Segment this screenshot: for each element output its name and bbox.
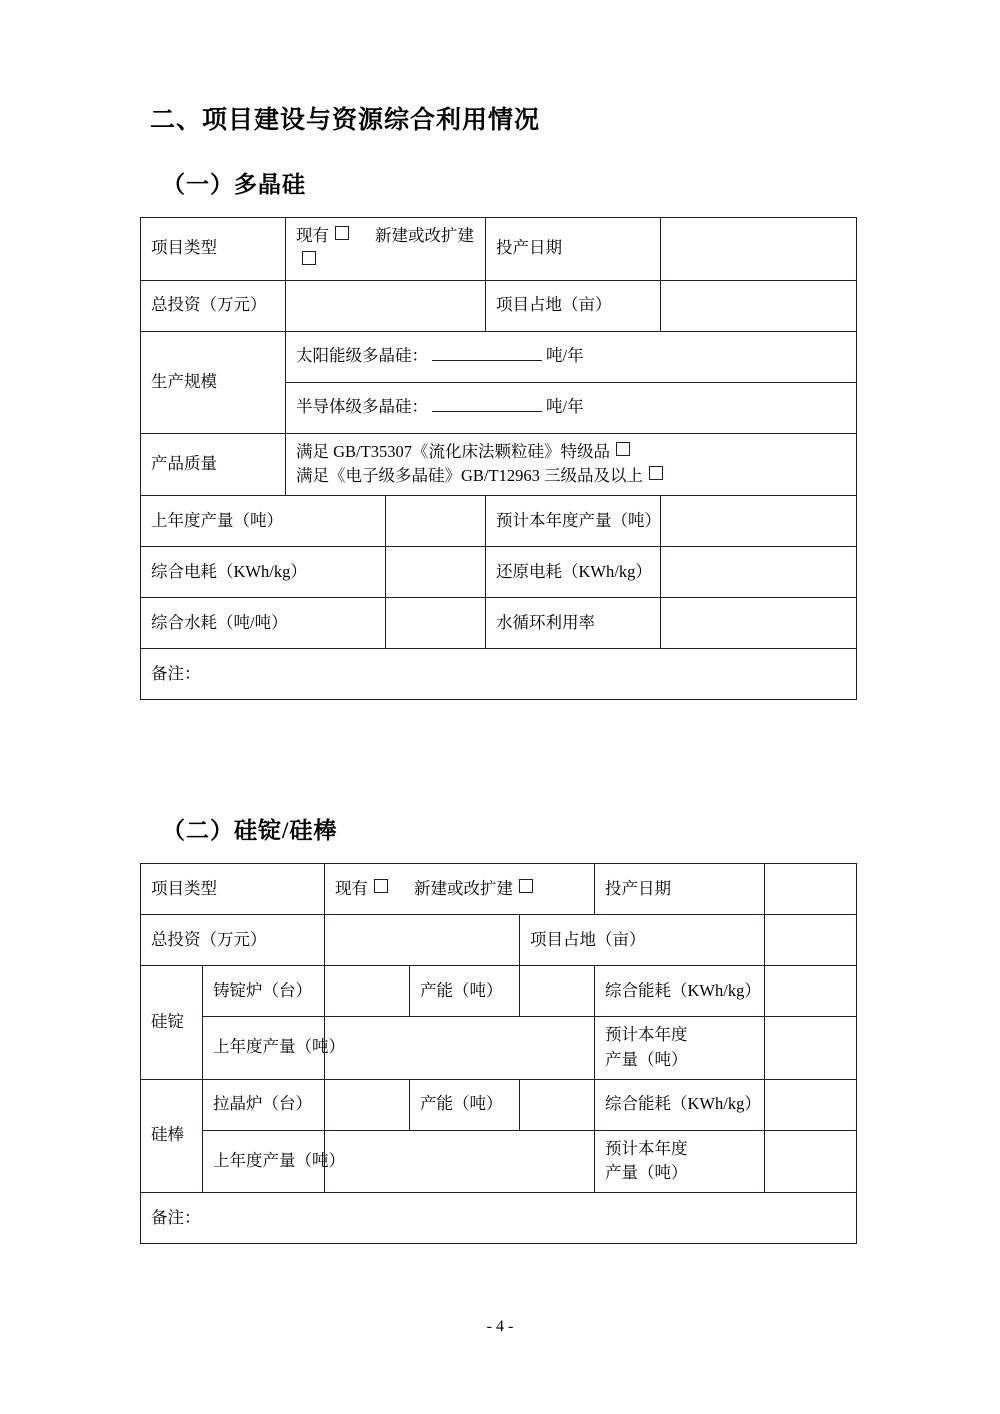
existing-checkbox[interactable] xyxy=(335,226,349,240)
table-row xyxy=(141,1130,857,1193)
existing-label: 现有 xyxy=(296,226,329,245)
ingot-capacity-label: 产能（吨） xyxy=(410,966,520,1017)
table-row xyxy=(141,966,857,1017)
reduction-power-label: 还原电耗（KWh/kg） xyxy=(486,547,661,598)
rod-energy-field[interactable] xyxy=(765,1079,857,1130)
semiconductor-grade-unit: 吨/年 xyxy=(546,397,584,417)
ingot-last-year-field[interactable] xyxy=(325,1017,595,1080)
table-row xyxy=(141,218,857,281)
solar-grade-input[interactable] xyxy=(432,346,542,361)
quality-option-1-checkbox[interactable] xyxy=(616,442,630,456)
rod-group-label: 硅棒 xyxy=(141,1079,203,1193)
page-number: - 4 - xyxy=(486,1318,514,1335)
project-type-label: 项目类型 xyxy=(141,864,325,915)
table-row xyxy=(141,1017,857,1080)
rod-last-year-label: 上年度产量（吨） xyxy=(203,1130,325,1193)
land-area-label: 项目占地（亩） xyxy=(520,915,765,966)
project-type-options xyxy=(286,218,486,281)
expected-year-output-field[interactable] xyxy=(661,496,857,547)
semiconductor-grade-row xyxy=(286,382,857,433)
ingot-energy-label: 综合能耗（KWh/kg） xyxy=(595,966,765,1017)
ingot-last-year-label: 上年度产量（吨） xyxy=(203,1017,325,1080)
rod-furnace-field[interactable] xyxy=(325,1079,410,1130)
expected-year-output-label: 预计本年度产量（吨） xyxy=(486,496,661,547)
new-or-expanded-label: 新建或改扩建 xyxy=(375,226,474,245)
rod-expected-label-line2: 产量（吨） xyxy=(605,1163,688,1183)
semiconductor-grade-input[interactable] xyxy=(432,397,542,412)
section-title: 二、项目建设与资源综合利用情况 xyxy=(150,106,541,134)
rod-capacity-label: 产能（吨） xyxy=(410,1079,520,1130)
rod-energy-label: 综合能耗（KWh/kg） xyxy=(595,1079,765,1130)
table-row xyxy=(141,280,857,331)
remarks-label[interactable]: 备注： xyxy=(141,1193,857,1244)
total-investment-field[interactable] xyxy=(325,915,520,966)
table-row xyxy=(141,1193,857,1244)
quality-option-2-row xyxy=(296,464,846,489)
quality-option-1-row xyxy=(296,440,846,465)
ingot-furnace-label: 铸锭炉（台） xyxy=(203,966,325,1017)
ingot-expected-label-line2: 产量（吨） xyxy=(605,1049,688,1069)
reduction-power-field[interactable] xyxy=(661,547,857,598)
rod-furnace-label: 拉晶炉（台） xyxy=(203,1079,325,1130)
table-row xyxy=(141,915,857,966)
rod-expected-field[interactable] xyxy=(765,1130,857,1193)
production-date-label: 投产日期 xyxy=(486,218,661,281)
section-spacer xyxy=(140,700,860,812)
rod-capacity-field[interactable] xyxy=(520,1079,595,1130)
last-year-output-field[interactable] xyxy=(386,496,486,547)
ingot-rod-heading: （二）硅锭/硅棒 xyxy=(162,818,338,843)
comprehensive-power-field[interactable] xyxy=(386,547,486,598)
project-type-label: 项目类型 xyxy=(141,218,286,281)
comprehensive-water-field[interactable] xyxy=(386,598,486,649)
existing-label: 现有 xyxy=(335,878,368,898)
ingot-furnace-field[interactable] xyxy=(325,966,410,1017)
land-area-field[interactable] xyxy=(765,915,857,966)
table-row xyxy=(141,496,857,547)
polysilicon-heading: （一）多晶硅 xyxy=(162,172,306,197)
comprehensive-water-label: 综合水耗（吨/吨） xyxy=(141,598,386,649)
rod-expected-label xyxy=(595,1130,765,1193)
quality-option-2-checkbox[interactable] xyxy=(649,466,663,480)
ingot-group-label: 硅锭 xyxy=(141,966,203,1080)
production-date-label: 投产日期 xyxy=(595,864,765,915)
quality-option-2-label: 满足《电子级多晶硅》GB/T12963 三级品及以上 xyxy=(296,466,643,486)
table-row xyxy=(141,433,857,496)
production-scale-label: 生产规模 xyxy=(141,331,286,433)
ingot-capacity-field[interactable] xyxy=(520,966,595,1017)
table-row xyxy=(141,598,857,649)
land-area-field[interactable] xyxy=(661,280,857,331)
quality-option-1-label: 满足 GB/T35307《流化床法颗粒硅》特级品 xyxy=(296,441,610,461)
ingot-rod-table xyxy=(140,863,857,1244)
semiconductor-grade-label: 半导体级多晶硅： xyxy=(296,397,428,417)
solar-grade-unit: 吨/年 xyxy=(546,346,584,366)
project-type-options xyxy=(325,864,595,915)
table-row xyxy=(141,547,857,598)
solar-grade-label: 太阳能级多晶硅： xyxy=(296,346,428,366)
rod-last-year-field[interactable] xyxy=(325,1130,595,1193)
water-recycling-label: 水循环利用率 xyxy=(486,598,661,649)
rod-expected-label-line1: 预计本年度 xyxy=(605,1138,688,1158)
ingot-expected-field[interactable] xyxy=(765,1017,857,1080)
land-area-label: 项目占地（亩） xyxy=(486,280,661,331)
product-quality-options xyxy=(286,433,857,496)
new-or-expanded-checkbox[interactable] xyxy=(519,879,533,893)
water-recycling-field[interactable] xyxy=(661,598,857,649)
solar-grade-row xyxy=(286,331,857,382)
production-date-field[interactable] xyxy=(661,218,857,281)
new-or-expanded-label: 新建或改扩建 xyxy=(414,878,513,898)
ingot-energy-field[interactable] xyxy=(765,966,857,1017)
existing-checkbox[interactable] xyxy=(374,879,388,893)
product-quality-label: 产品质量 xyxy=(141,433,286,496)
polysilicon-table xyxy=(140,217,857,700)
last-year-output-label: 上年度产量（吨） xyxy=(141,496,386,547)
production-date-field[interactable] xyxy=(765,864,857,915)
comprehensive-power-label: 综合电耗（KWh/kg） xyxy=(141,547,386,598)
table-row xyxy=(141,649,857,700)
ingot-expected-label xyxy=(595,1017,765,1080)
table-row xyxy=(141,1079,857,1130)
table-row xyxy=(141,331,857,382)
total-investment-label: 总投资（万元） xyxy=(141,280,286,331)
total-investment-field[interactable] xyxy=(286,280,486,331)
table-row xyxy=(141,864,857,915)
remarks-label[interactable]: 备注： xyxy=(141,649,857,700)
ingot-expected-label-line1: 预计本年度 xyxy=(605,1025,688,1044)
new-or-expanded-checkbox[interactable] xyxy=(302,251,316,265)
total-investment-label: 总投资（万元） xyxy=(141,915,325,966)
